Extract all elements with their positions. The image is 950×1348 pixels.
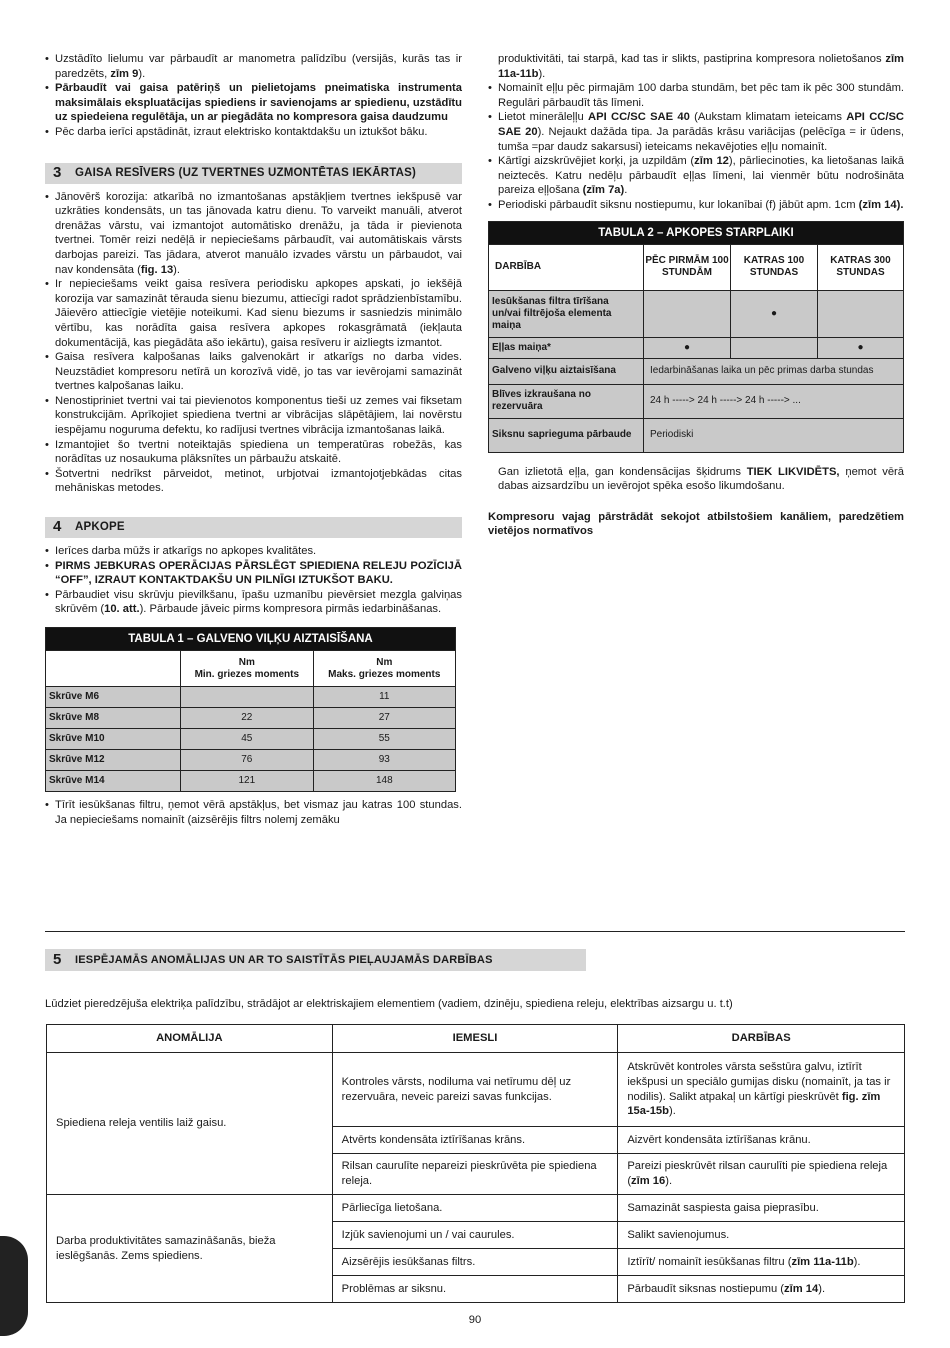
left-column: [45, 52, 462, 827]
section-number: 3: [53, 163, 62, 181]
cause-cell: Pārliecīga lietošana.: [332, 1195, 618, 1222]
table-header: ANOMĀLIJA: [47, 1025, 333, 1053]
anomalies-table: [46, 1024, 905, 1303]
list-item: • Šotvertni nedrīkst pārveidot, metinot, urbjotvai izmantojotjebkādas citas mehāniskas metodes.: [45, 467, 462, 496]
action-cell: Aizvērt kondensāta iztīrīšanas krānu.: [618, 1127, 905, 1154]
table-header: IEMESLI: [332, 1025, 618, 1053]
list-item: • Izmantojiet šo tvertni noteiktajās spiediena un temperatūras robežās, kas norādītas uz nosaukuma plāksnītes un pārbaužu atskaitē.: [45, 438, 462, 467]
list-item: produktivitāti, tai starpā, kad tas ir slikts, pastiprina kompresora nolietošanos zīm 11a-11b).: [498, 53, 904, 80]
action-cell: Samazināt saspiesta gaisa pieprasību.: [618, 1195, 905, 1222]
cause-cell: Aizsērējis iesūkšanas filtrs.: [332, 1249, 618, 1276]
table-row: [47, 1053, 905, 1127]
action-cell: Salikt savienojumus.: [618, 1222, 905, 1249]
table-row: Blīves izkraušana no rezervuāra 24 h -----> 24 h -----> 24 h -----> ...: [489, 384, 904, 418]
section-4-bullets: [45, 544, 462, 617]
action-cell: Pareizi pieskrūvēt rilsan caurulīti pie spiediena releja (zīm 16).: [618, 1154, 905, 1195]
recycling-note: Kompresoru vajag pārstrādāt sekojot atbilstošiem kanāliem, paredzētiem vietējos normatīvos: [488, 510, 904, 538]
horizontal-rule: [45, 931, 905, 932]
table-row: Skrūve M6 11: [46, 687, 456, 708]
table-header: Nm Maks. griezes moments: [313, 651, 455, 687]
section-5-intro: Lūdziet pieredzējuša elektriķa palīdzību, strādājot ar elektriskajiem elementiem (vadiem, dzinēju, spiediena releju, elektrības aizsargu u. t.t): [45, 998, 733, 1010]
section-title: IESPĒJAMĀS ANOMĀLIJAS UN AR TO SAISTĪTĀS PIEĻAUJAMĀS DARBĪBAS: [75, 953, 493, 966]
table-header: DARBĪBAS: [618, 1025, 905, 1053]
intro-bullets: [45, 52, 462, 140]
cause-cell: Izjūk savienojumi un / vai caurules.: [332, 1222, 618, 1249]
table-row: Siksnu saprieguma pārbaude Periodiski: [489, 418, 904, 452]
list-item: • Kārtīgi aizskrūvējiet korķi, ja uzpildām (zīm 12), pārliecinoties, ka lietošanas laikā neiztecēs. Katru nedēļu pārbaudīt eļļas līmeni, lai vienmēr būtu nodrošināta pareiza eļļošana (zīm 7a).: [488, 154, 904, 198]
table-1-torque: [45, 627, 456, 792]
list-item: • Uzstādīto lielumu var pārbaudīt ar manometra palīdzību (versijās, kurās tas ir paredzēts, zīm 9).: [45, 52, 462, 81]
table-header: DARBĪBA: [489, 244, 644, 290]
table-row: Skrūve M8 22 27: [46, 708, 456, 729]
section-5-heading: [45, 949, 586, 971]
cause-cell: Problēmas ar siksnu.: [332, 1276, 618, 1303]
list-item: • Lietot minerāleļļu API CC/SC SAE 40 (Aukstam klimatam ieteicams API CC/SC SAE 20). Nejaukt dažāda tipa. Ja parādās krāsu variācijas (pelēcīga = ir ūdens, tumša =par daudz sakarsusi) ieteicams nekavējoties eļļu nomainīt.: [488, 110, 904, 154]
list-item: • Periodiski pārbaudīt siksnu nostiepumu, kur lokanībai (f) jābūt apm. 1cm (zīm 14).: [488, 198, 904, 213]
section-title: APKOPE: [75, 521, 125, 534]
section-number: 4: [53, 518, 62, 536]
section-title: GAISA RESĪVERS (UZ TVERTNES UZMONTĒTAS IEKĀRTAS): [75, 166, 416, 179]
disposal-note: Gan izlietotā eļļa, gan kondensācijas šķidrums TIEK LIKVIDĒTS, ņemot vērā dabas aizsardzību un ievērojot spēka esošo likumdošanu.: [498, 465, 904, 493]
table-header: [46, 651, 181, 687]
table-row: [47, 1195, 905, 1222]
list-item: • Ir nepieciešams veikt gaisa resīvera periodisku apkopes apskati, jo iekšējā korozija var samazināt tērauda sienu biezumu, attiecīgi radot sprādzienbīstamību. Jāievēro attiecīgie vietējie noteikumi. Kad sienu biezums ir sasniedzis minimālo vērtību, kas norādīta gaisa resīvera apkopes rokasgrāmatā (iekļauta dokumentācijā, kas piegādāta ašo iekārtu), gaisa resīveru ir aizliegts izmantot.: [45, 277, 462, 350]
section-number: 5: [53, 950, 62, 968]
after-table-bullets: [45, 798, 462, 827]
table-row: Iesūkšanas filtra tīrīšana un/vai filtrējoša elementa maiņa ●: [489, 290, 904, 337]
table-header: Nm Min. griezes moments: [181, 651, 314, 687]
list-item: • Pārbaudiet visu skrūvju pievilkšanu, īpašu uzmanību pievērsiet mezgla galviņas skrūvēm (10. att.). Pārbaude jāveic pirms kompresora pirmās iedarbināšanas.: [45, 588, 462, 617]
action-cell: Atskrūvēt kontroles vārsta sešstūra galvu, iztīrīt iekšpusi un speciālo gumijas disku (nomainīt, ja tas ir nodilis). Salikt atpakaļ un kārtīgi pieskrūvēt fig. zīm 15a-15b).: [618, 1053, 905, 1127]
action-cell: Pārbaudīt siksnas nostiepumu (zīm 14).: [618, 1276, 905, 1303]
table-header: KATRAS 300 STUNDAS: [818, 244, 904, 290]
right-column: [488, 52, 904, 539]
list-item: • PIRMS JEBKURAS OPERĀCIJAS PĀRSLĒGT SPIEDIENA RELEJU POZĪCIJĀ “OFF”, IZRAUT KONTAKTDAKŠU UN PILNĪGI IZTUKŠOT BAKU.: [45, 559, 462, 588]
table-caption: TABULA 2 – APKOPES STARPLAIKI: [489, 221, 904, 244]
list-item: • Tīrīt iesūkšanas filtru, ņemot vērā apstākļus, bet vismaz jau katras 100 stundas. Ja nepieciešams nomainīt (aizsērējis filtrs nolemj zemāku: [45, 798, 462, 827]
table-row: Skrūve M12 76 93: [46, 750, 456, 771]
list-item: • Pēc darba ierīci apstādināt, izraut elektrisko kontaktdakšu un iztukšot bāku.: [45, 125, 462, 140]
table-row: Skrūve M10 45 55: [46, 729, 456, 750]
table-row: Skrūve M14 121 148: [46, 771, 456, 792]
anomaly-cell: Darba produktivitātes samazināšanās, bieža ieslēgšanās. Zems spiediens.: [47, 1195, 333, 1303]
table-row: Galveno viļķu aiztaisīšana Iedarbināšanas laika un pēc primas darba stundas: [489, 358, 904, 384]
table-row: Eļļas maiņa* ● ●: [489, 337, 904, 358]
cause-cell: Rilsan caurulīte nepareizi pieskrūvēta pie spiediena releja.: [332, 1154, 618, 1195]
list-item: • Pārbaudīt vai gaisa patēriņš un pielietojams pneimatiska instrumenta maksimālais ekspluatācijas spiediens ir savienojams ar spiedienu, uzstādītu uz spiedeiena regulētāja, un ar piegādāta no kompresora gaisa daudzumu: [45, 81, 462, 125]
table-header: PĒC PIRMĀM 100 STUNDĀM: [644, 244, 731, 290]
anomaly-cell: Spiediena releja ventilis laiž gaisu.: [47, 1053, 333, 1195]
right-bullets: [488, 52, 904, 213]
list-item: • Jānovērš korozija: atkarībā no izmantošanas apstākļiem tvertnes iekšpusē var uzkrāties kondensāts, un tas jānovada katru dienu. To varveikt manuāli, atverot drenāžas vārstu, vai izmantojot automātisko drenāžu, ja tāda ir pievienota tvertnei. Tomēr reizi nedēļā ir nepieciešams pārbaudīt, vai automātiskais vārsts darbojas pareizi. Tas jādara, atverot manuālo izvades vārstu un pārbaudot, vai nav kondensāta (fig. 13).: [45, 190, 462, 278]
section-3-bullets: [45, 190, 462, 496]
section-3-heading: [45, 163, 462, 184]
table-header: KATRAS 100 STUNDAS: [731, 244, 818, 290]
cause-cell: Kontroles vārsts, nodiluma vai netīrumu dēļ uz rezervuāra, neveic pareizi savas funkcijas.: [332, 1053, 618, 1127]
page-number: 90: [468, 1314, 482, 1326]
list-item: • Nomainīt eļļu pēc pirmajām 100 darba stundām, bet pēc tam ik pēc 300 stundām. Regulāri pārbaudīt tās līmeni.: [488, 81, 904, 110]
section-4-heading: [45, 517, 462, 538]
action-cell: Iztīrīt/ nomainīt iesūkšanas filtru (zīm 11a-11b).: [618, 1249, 905, 1276]
list-item: • Ierīces darba mūžs ir atkarīgs no apkopes kvalitātes.: [45, 544, 462, 559]
list-item: • Nenostipriniet tvertni vai tai pievienotos komponentus tieši uz zemes vai fiksetam konstrukcijām. Aprīkojiet spiediena tvertni ar vibrācijas slāpētājiem, lai novērstu iespējamu noguruma defektu, ko radījusi tvertnes vibrācija izmantošanas laikā.: [45, 394, 462, 438]
table-caption: TABULA 1 – GALVENO VIĻĶU AIZTAISĪŠANA: [46, 628, 456, 651]
table-2-maintenance: [488, 221, 904, 453]
list-item: • Gaisa resīvera kalpošanas laiks galvenokārt ir atkarīgs no darba vides. Neuzstādiet kompresoru netīrā un korozīvā vidē, jo tas var ievērojami samazināt tvertnes kalpošanas laiku.: [45, 350, 462, 394]
cause-cell: Atvērts kondensāta iztīrīšanas krāns.: [332, 1127, 618, 1154]
